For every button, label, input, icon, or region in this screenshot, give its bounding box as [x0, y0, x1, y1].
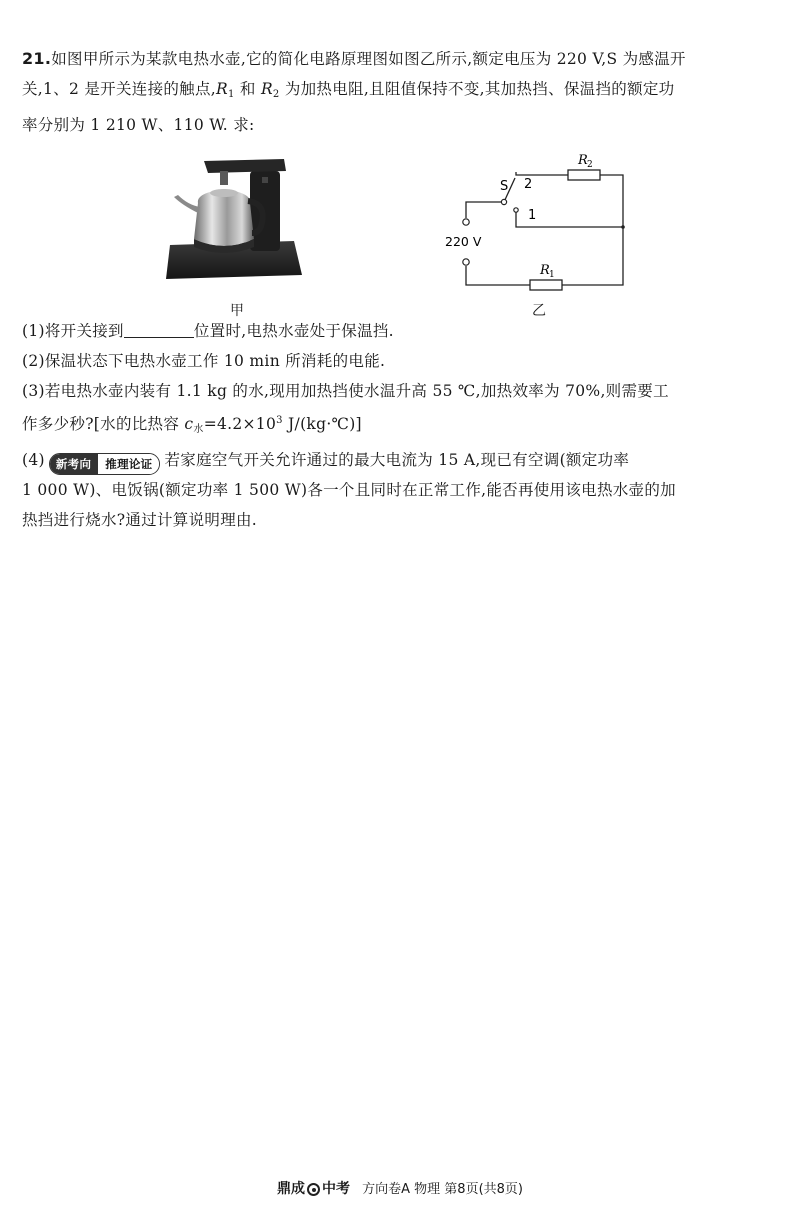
part-1: (1)将开关接到 位置时,电热水壶处于保温挡.	[22, 322, 394, 340]
part-3-line-1: (3)若电热水壶内装有 1.1 kg 的水,现用加热挡使水温升高 55 ℃,加热效率为 70%,则需要工	[22, 382, 669, 400]
switch-label: S	[500, 179, 509, 194]
arm-shape	[204, 159, 286, 173]
contact-2-label: 2	[524, 177, 533, 192]
r2-label: R	[578, 153, 588, 168]
kettle-caption: 甲	[230, 303, 244, 319]
stem-line-3: 率分别为 1 210 W、110 W. 求:	[22, 116, 255, 134]
contact-1-dot	[514, 208, 518, 212]
question-number: 21.	[22, 49, 52, 68]
part-3-line-2: 作多少秒?[水的比热容 c水$=4.2\times 10^3$ J/(kg·℃)]	[22, 415, 362, 435]
kettle-illustration	[162, 157, 310, 282]
r1-sub: 1	[549, 270, 555, 280]
stem-line-2: 关,1、2 是开关连接的触点,R1 和 R2 为加热电阻,且阻值保持不变,其加热挡、保温挡的额定功	[22, 80, 675, 100]
circuit-diagram	[440, 140, 640, 300]
part-4-line-3: 热挡进行烧水?通过计算说明理由.	[22, 511, 258, 529]
brand-logo-icon	[307, 1183, 320, 1196]
part-2: (2)保温状态下电热水壶工作 10 min 所消耗的电能.	[22, 352, 386, 370]
answer-blank[interactable]	[124, 321, 194, 338]
footer-text: 方向卷A 物理 第8页(共8页)	[362, 1182, 523, 1197]
spout-shape	[174, 195, 200, 213]
brand-name: 鼎成	[277, 1181, 305, 1197]
stem-line-1: 21.如图甲所示为某款电热水壶,它的简化电路原理图如图乙所示,额定电压为 220 V,S 为感温开	[22, 49, 686, 68]
circuit-caption: 乙	[532, 303, 546, 319]
terminal-bottom	[463, 259, 469, 265]
page-footer: 鼎成 中考 方向卷A 物理 第8页(共8页)	[277, 1181, 523, 1197]
question-tags	[49, 453, 161, 475]
contact-1-label: 1	[528, 208, 537, 223]
resistor-r1	[530, 280, 562, 290]
part-4-line-1: (4) 新考向 推理论证 若家庭空气开关允许通过的最大电流为 15 A,现已有空调(额定功率	[22, 445, 762, 475]
junction-dot	[621, 225, 625, 229]
tag-new-direction: 新考向	[50, 454, 97, 474]
question-block	[22, 44, 762, 535]
tag-reasoning: 推理论证	[97, 454, 159, 474]
resistor-r2	[568, 170, 600, 180]
voltage-label: 220 V	[445, 234, 482, 249]
terminal-top	[463, 219, 469, 225]
kettle-body-shape	[194, 189, 254, 246]
r2-sub: 2	[587, 160, 593, 170]
figure-spacer	[22, 140, 762, 316]
switch-pivot	[501, 199, 506, 204]
part-4-line-2: 1 000 W)、电饭锅(额定功率 1 500 W)各一个且同时在正常工作,能否再使用该电热水壶的加	[22, 481, 676, 499]
r1-label: R	[540, 263, 550, 278]
